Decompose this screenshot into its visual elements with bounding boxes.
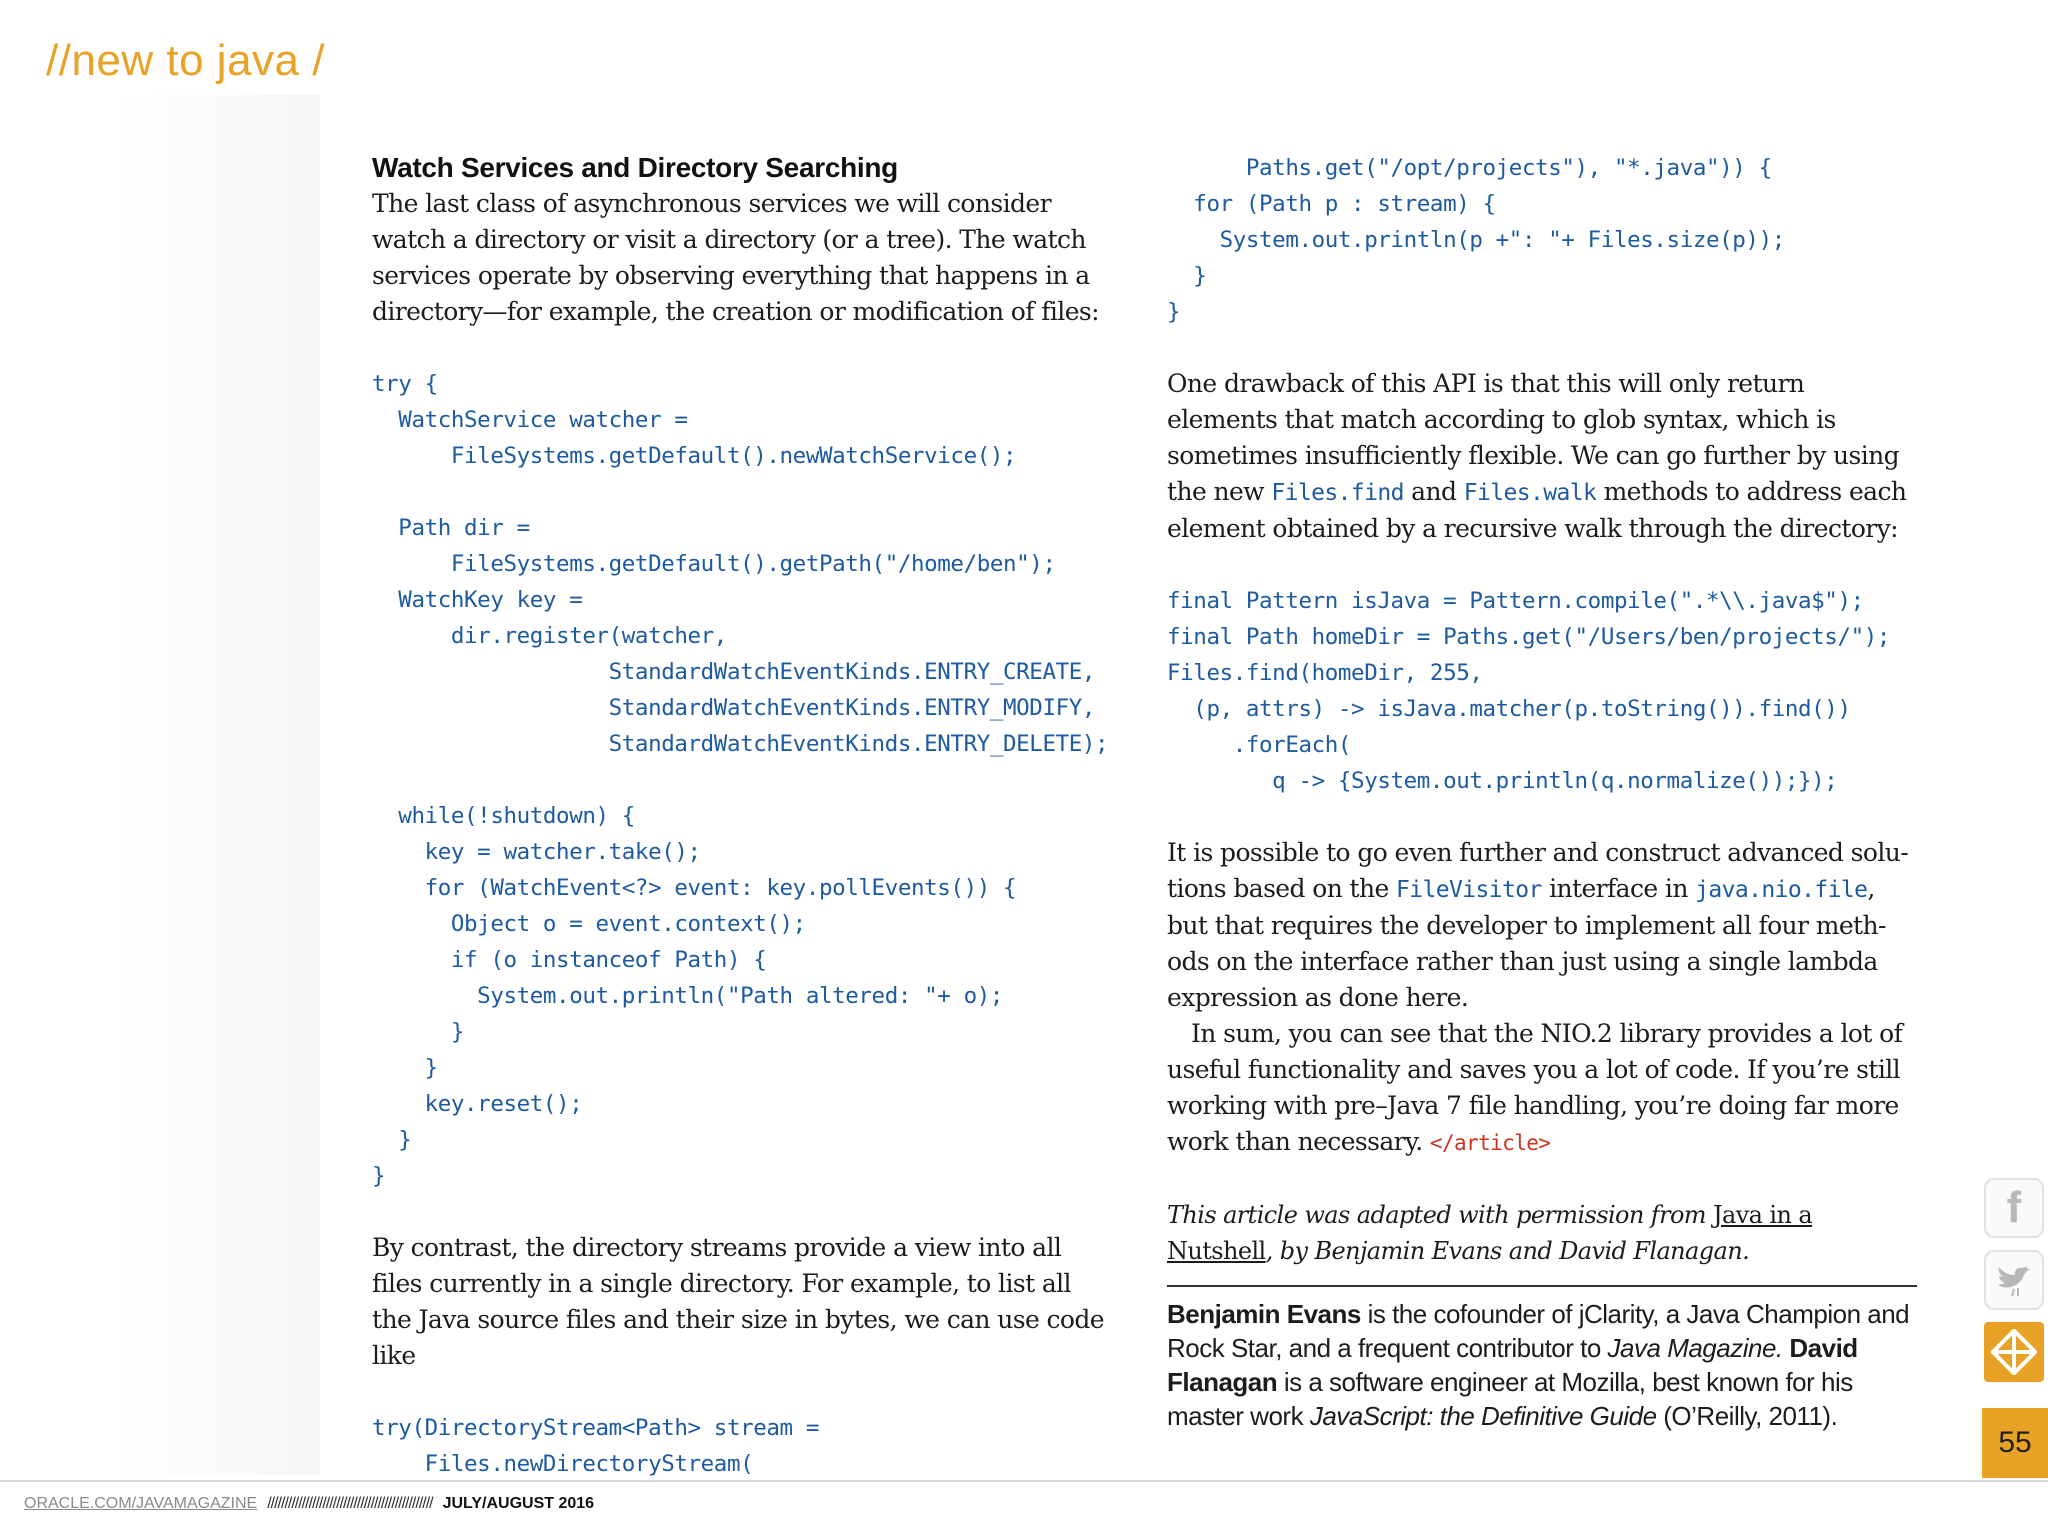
directory-stream-code-start: try(DirectoryStream<Path> stream = Files.newDirectoryStream( (372, 1415, 819, 1477)
files-find-code-block: final Pattern isJava = Pattern.compile(".*\\.java$"); final Path homeDir = Paths.get("/Users/ben/projects/"); Files.find(homeDir, 255, (p, attrs) -> isJava.matcher(p.toString()).find()) .forEach( q -> {System.out.println(q.normalize());}); (1167, 588, 1891, 794)
advanced-paragraph: It is possible to go even further and construct advanced solu-tions based on the FileVisitor interface in java.nio.file, but that requires the developer to implement all four meth-ods on the interface rather than just using a single lambda expression as done here. (1167, 838, 1909, 1012)
sidebar-shade (115, 95, 320, 1475)
watch-service-code: try { WatchService watcher = FileSystems.getDefault().newWatchService(); Path dir = FileSystems.getDefault().getPath("/home/ben"); WatchKey key = dir.register(watcher, StandardWatchEventKinds.ENTRY_CREATE, StandardWatchEventKinds.ENTRY_MODIFY, StandardWatchEventKinds.ENTRY_DELETE); while(!shutdown) { key = watcher.take(); for (WatchEvent<?> event: key.pollEvents()) { Object o = event.context(); if (o instanceof Path) { System.out.println("Path altered: "+ o); } } key.reset(); } } (372, 371, 1109, 1189)
drawback-paragraph: One drawback of this API is that this will only return elements that match according to glob syntax, which is sometimes insufficiently flexible. We can go further by using the new Files.find and Files.walk methods to address each element obtained by a recursive walk through the directory: (1167, 369, 1907, 543)
twitter-icon[interactable] (1984, 1250, 2044, 1310)
section-title: //new to java / (46, 36, 325, 85)
contrast-paragraph: By contrast, the directory streams provide a view into all files currently in a single directory. For example, to list all the Java source files and their size in bytes, we can use code like (372, 1233, 1104, 1370)
footer-slashes: //////////////////////////////////////////////// (267, 1495, 433, 1512)
footer-divider (0, 1480, 2048, 1482)
files-walk-code: Files.walk (1463, 480, 1597, 506)
nio-package-code: java.nio.file (1695, 877, 1868, 903)
filevisitor-code: FileVisitor (1396, 877, 1542, 903)
facebook-icon[interactable]: f (1984, 1178, 2044, 1238)
credit-note: This article was adapted with permission from Java in a Nutshell, by Benjamin Evans and David Flanagan. (1167, 1201, 1813, 1265)
magazine-url-link[interactable]: ORACLE.COM/JAVAMAGAZINE (24, 1495, 258, 1512)
footer (24, 1495, 594, 1513)
files-find-code: Files.find (1271, 480, 1404, 506)
end-article-tag: </article> (1429, 1131, 1551, 1155)
book-link[interactable]: Java in a Nutshell (1167, 1201, 1813, 1265)
summary-paragraph: In sum, you can see that the NIO.2 library provides a lot of useful functionality and saves you a lot of code. If you’re still working with pre–Java 7 file handling, you’re doing far more work than necessary. </article> (1167, 1019, 1903, 1156)
bio-divider (1167, 1285, 1917, 1287)
left-column (372, 150, 1117, 1482)
issue-date: JULY/AUGUST 2016 (442, 1495, 595, 1512)
directory-stream-code-end: Paths.get("/opt/projects"), "*.java")) { for (Path p : stream) { System.out.println(p +": "+ Files.size(p)); } } (1167, 155, 1785, 325)
share-icon[interactable] (1984, 1322, 2044, 1382)
right-column (1167, 150, 1917, 1433)
article-subheading: Watch Services and Directory Searching (372, 152, 898, 183)
intro-paragraph: The last class of asynchronous services we will consider watch a directory or visit a directory (or a tree). The watch services operate by observing everything that happens in a directory—for example, the creation or modification of files: (372, 189, 1099, 326)
author-bio: Benjamin Evans is the cofounder of jClarity, a Java Champion and Rock Star, and a frequent contributor to Java Magazine. David Flanagan is a software engineer at Mozilla, best known for his master work JavaScript: the Definitive Guide (O’Reilly, 2011). (1167, 1299, 1910, 1431)
page-number: 55 (1982, 1408, 2048, 1478)
